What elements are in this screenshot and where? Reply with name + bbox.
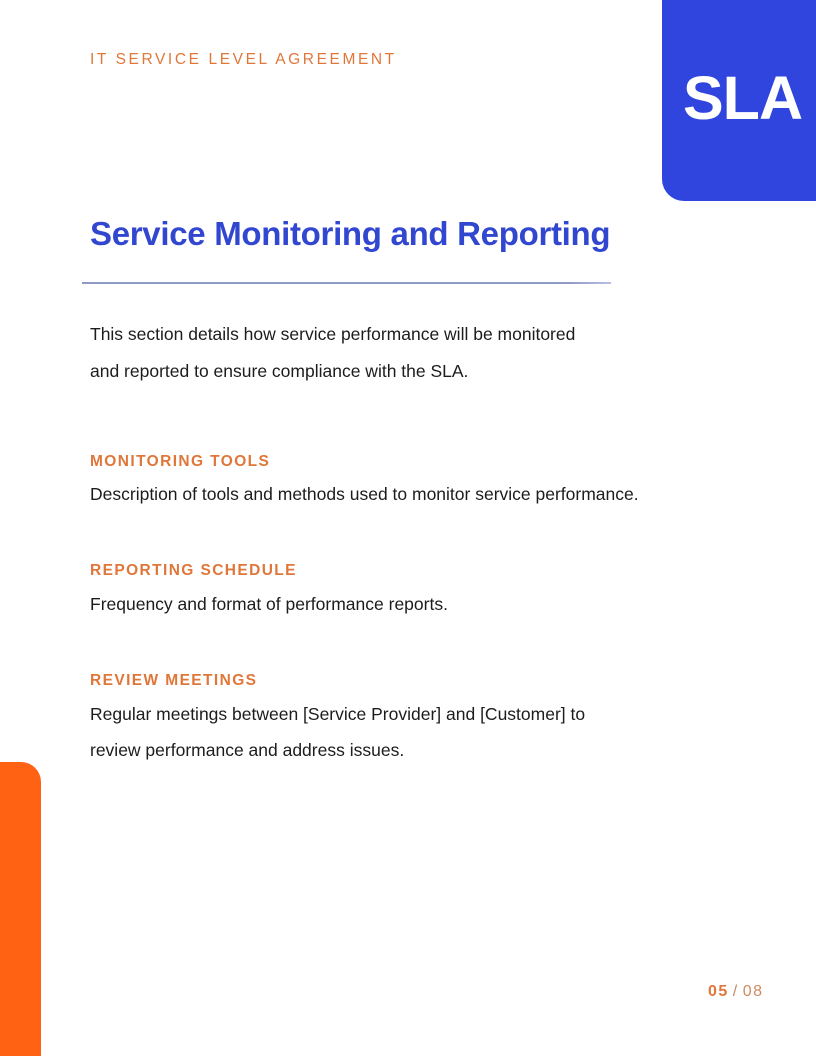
section-body-reporting-schedule xyxy=(90,586,448,622)
section-line: review performance and address issues. xyxy=(90,740,405,760)
sla-badge-text: SLA xyxy=(683,64,802,132)
page-total: 08 xyxy=(742,983,764,1000)
section-line: Regular meetings between [Service Provider] and [Customer] to xyxy=(90,704,586,724)
page-number xyxy=(708,983,764,1001)
intro-paragraph xyxy=(90,316,650,390)
decorative-side-bar xyxy=(0,762,41,1056)
document-kicker: IT SERVICE LEVEL AGREEMENT xyxy=(90,51,397,68)
section-body-monitoring-tools xyxy=(90,476,639,512)
section-label-monitoring-tools: MONITORING TOOLS xyxy=(90,453,271,470)
section-line: Description of tools and methods used to monitor service performance. xyxy=(90,484,639,504)
page-title: Service Monitoring and Reporting xyxy=(90,215,611,252)
section-body-review-meetings xyxy=(90,696,585,768)
section-line: Frequency and format of performance reports. xyxy=(90,594,448,614)
title-divider xyxy=(82,282,611,284)
page-separator: / xyxy=(732,983,739,1000)
section-label-review-meetings: REVIEW MEETINGS xyxy=(90,672,258,689)
intro-line: and reported to ensure compliance with the SLA. xyxy=(90,361,469,381)
sla-badge xyxy=(662,0,816,201)
page-current: 05 xyxy=(708,983,729,1000)
intro-line: This section details how service performance will be monitored xyxy=(90,324,576,344)
section-label-reporting-schedule: REPORTING SCHEDULE xyxy=(90,562,297,579)
